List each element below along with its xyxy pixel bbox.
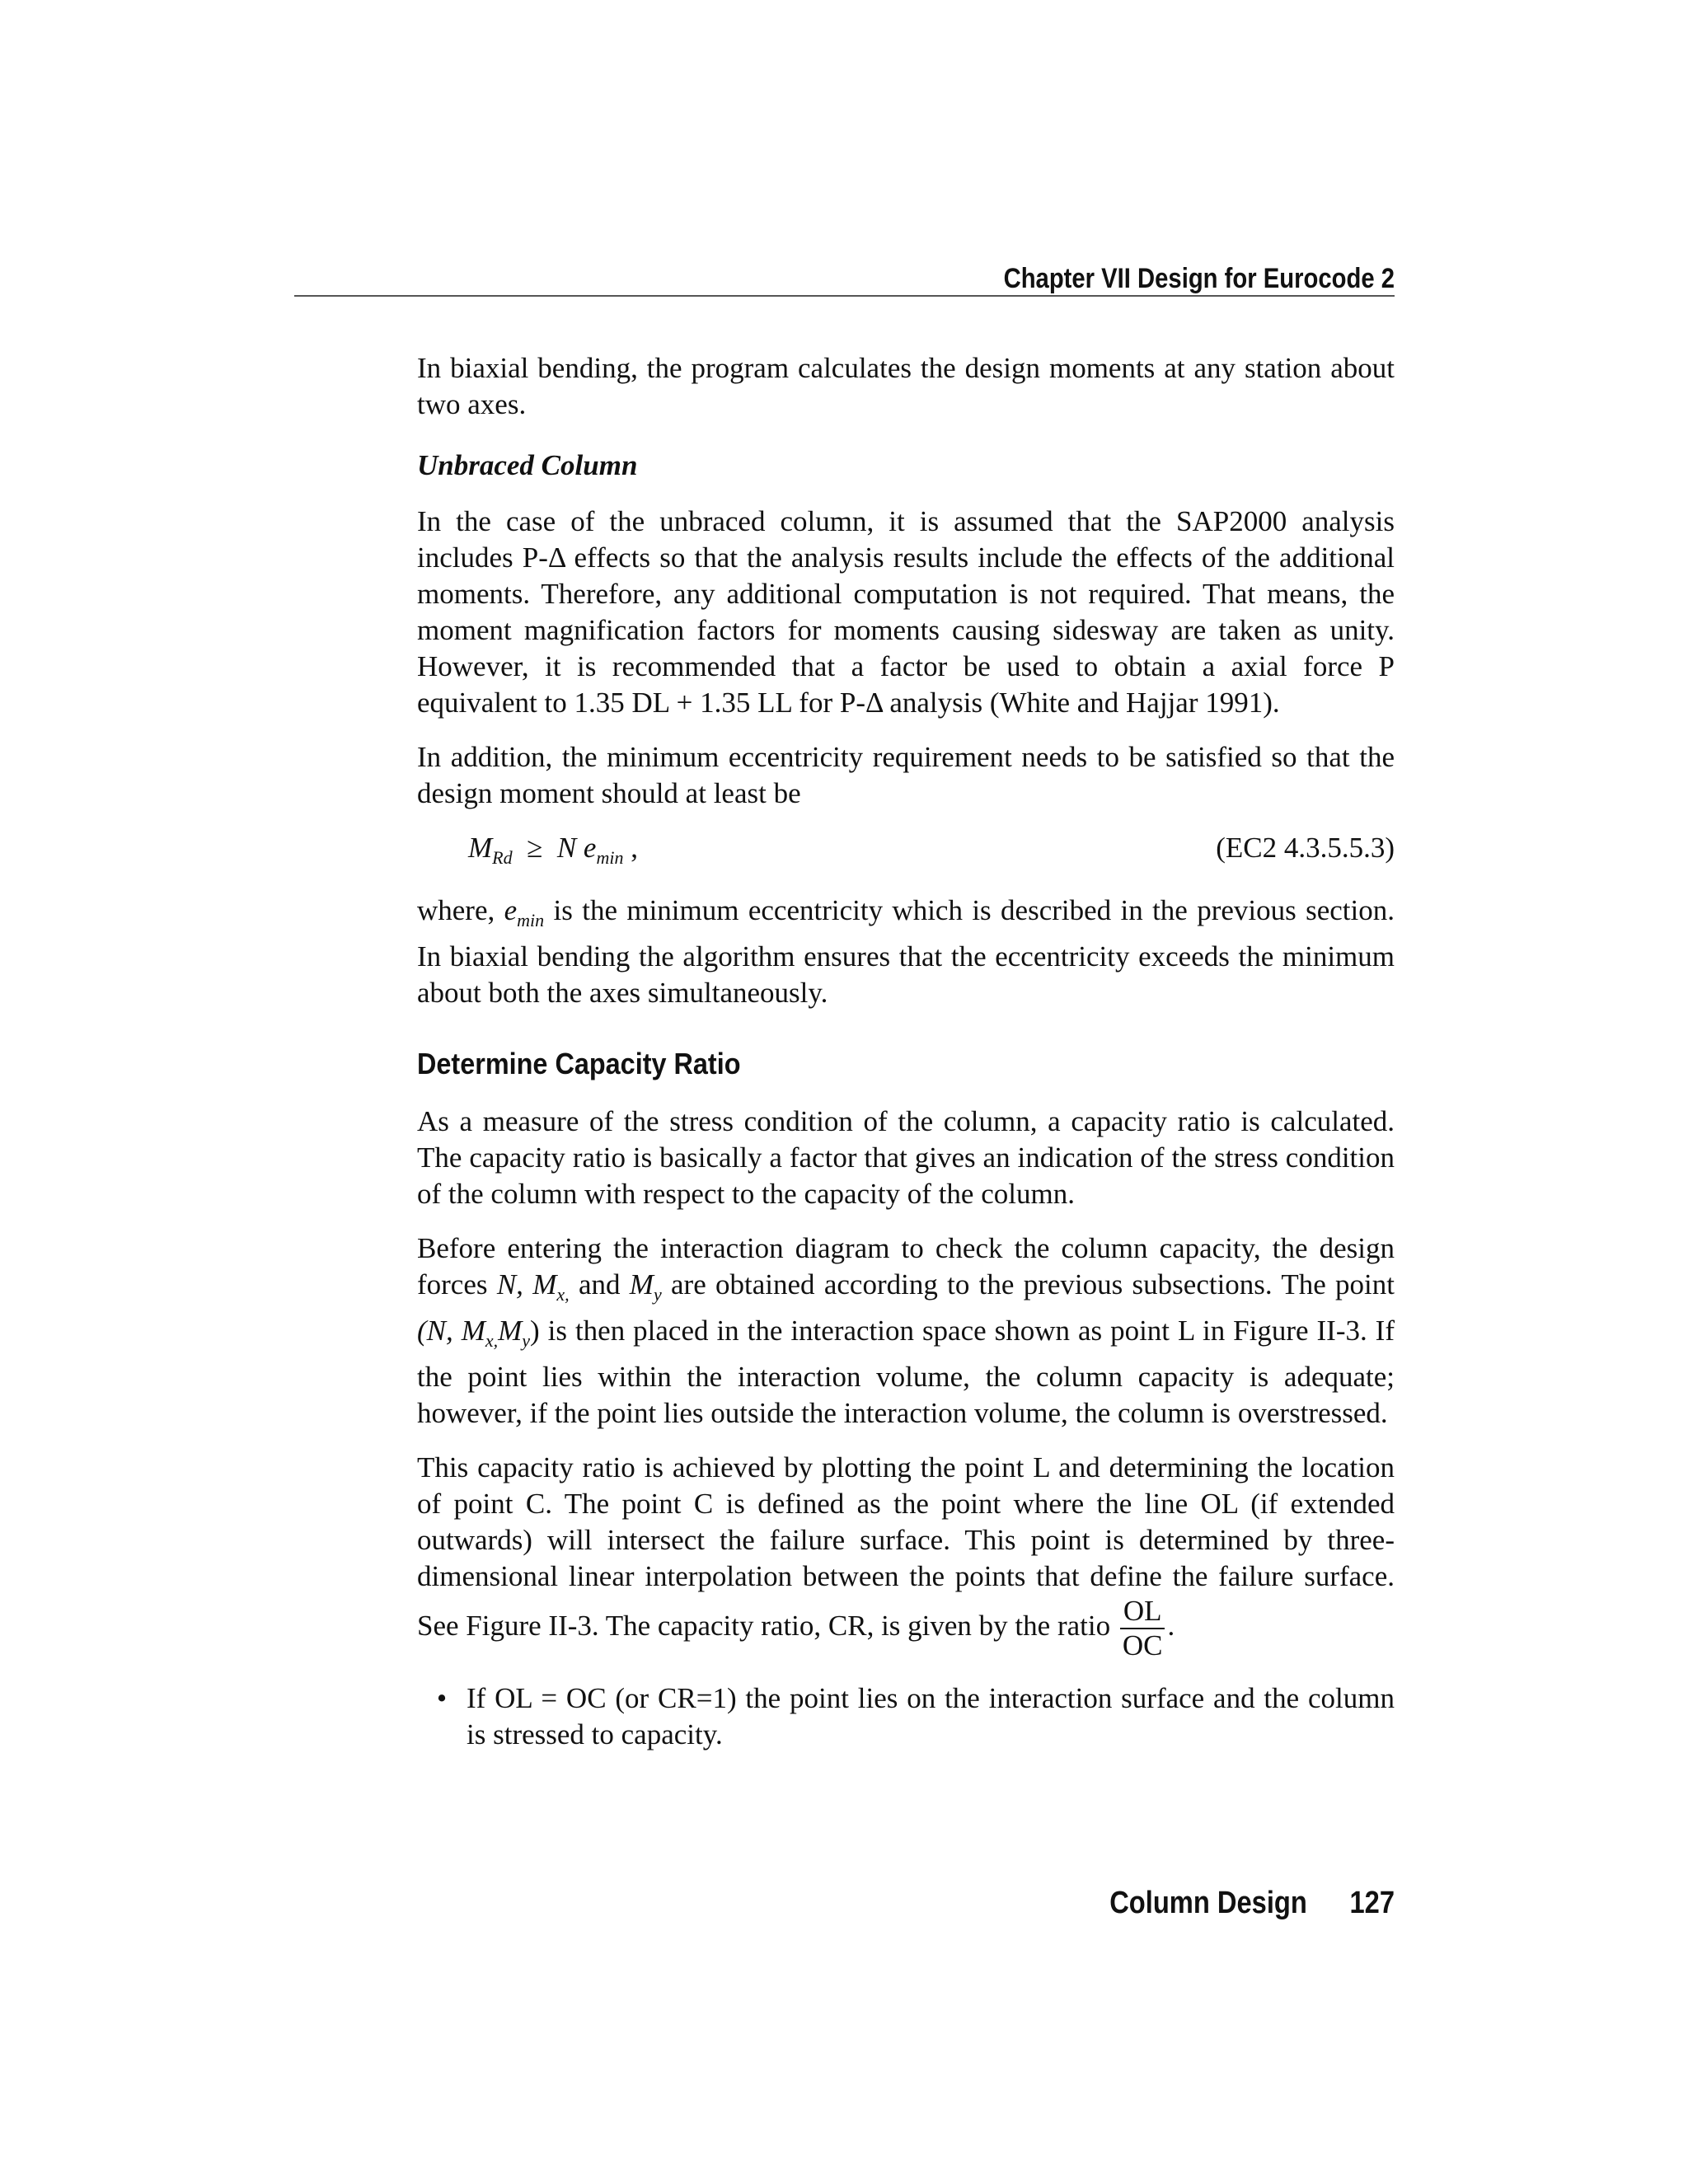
running-header: Chapter VII Design for Eurocode 2 [1003,263,1395,294]
my-symbol: M [629,1268,654,1301]
equation-lhs-sub: Rd [492,847,513,868]
equation-lhs: M [468,832,493,864]
equation-reference: (EC2 4.3.5.5.3) [1216,832,1395,864]
footer-section: Column Design [1109,1886,1307,1920]
point-mx-sub: x, [485,1330,499,1351]
paragraph-where-emin [417,893,1395,1011]
bullet-icon: • [436,1682,448,1714]
ratio-fraction [1119,1595,1166,1662]
emin-symbol: e [504,894,518,926]
equation-mrd [417,830,1395,876]
section-heading-capacity-ratio: Determine Capacity Ratio [417,1047,741,1080]
my-sub: y [653,1284,662,1305]
subheading-unbraced-column: Unbraced Column [417,449,638,481]
point-n-mx: (N, M [417,1315,485,1347]
paragraph-capacity-ratio-plot [417,1450,1395,1662]
paragraph-interaction-diagram [417,1230,1395,1432]
point-my-sub: y [522,1330,531,1351]
emin-sub: min [517,910,545,930]
page-number: 127 [1349,1886,1395,1920]
paragraph-min-eccentricity: In addition, the minimum eccentricity requirement needs to be satisfied so that the design moment should at least be [417,741,1395,809]
where-label: where, [417,894,504,926]
and-word: and [569,1268,630,1301]
p6-part-a: Before entering the interaction diagram to check the column capacity, the design forces [417,1232,1395,1301]
body-text [417,350,1395,1753]
forces-n-mx: N, M [496,1268,557,1301]
page-footer [975,1886,1395,1921]
bullet-text: If OL = OC (or CR=1) the point lies on the interaction surface and the column is stressed to capacity. [467,1682,1395,1750]
equation-rhs: N e [556,832,597,864]
equation-operator: ≥ [527,832,543,864]
paragraph-biaxial: In biaxial bending, the program calculates the design moments at any station about two axes. [417,352,1395,420]
equation-rhs-sub: min [596,847,624,868]
equation-comma: , [631,832,638,864]
header-rule [294,295,1395,297]
point-close: ) [530,1315,540,1347]
list-item [417,1680,1395,1753]
equation-expression [468,830,638,876]
p7-text: This capacity ratio is achieved by plotting the point L and determining the location of point C. The point C is defined as the point where the line OL (if extended outwards) will intersect the failure surface. This point is determined by three-dimensional linear interpolation between the points that define the failure surface. See Figure II-3. The capacity ratio, CR, is given by the ratio [417,1451,1395,1643]
p6-part-b: are obtained according to the previous subsections. The point [661,1268,1395,1301]
point-my: M [498,1315,523,1347]
fraction-denominator: OC [1122,1629,1163,1661]
p6-part-c: is then placed in the interaction space shown as point L in Figure II-3. If the point lies within the interaction volume, the column capacity is adequate; however, if the point lies outside the interaction volume, the column is overstressed. [417,1315,1395,1429]
fraction-period: . [1167,1610,1175,1643]
fraction-numerator: OL [1120,1595,1165,1629]
paragraph-unbraced: In the case of the unbraced column, it is assumed that the SAP2000 analysis includes P-Δ effects so that the analysis results include the effects of the additional moments. Therefore, any additional computation is not required. That means, the moment magnification factors for moments causing sidesway are taken as unity. However, it is recommended that a factor be used to obtain a axial force P equivalent to 1.35 DL + 1.35 LL for P-Δ analysis (White and Hajjar 1991). [417,505,1395,719]
mx-sub: x, [556,1284,570,1305]
paragraph-capacity-measure: As a measure of the stress condition of the column, a capacity ratio is calculated. The capacity ratio is basically a factor that gives an indication of the stress condition of the column with respect to the capacity of the column. [417,1105,1395,1210]
where-text: is the minimum eccentricity which is described in the previous section. In biaxial bending the algorithm ensures that the eccentricity exceeds the minimum about both the axes simultaneously. [417,894,1395,1009]
